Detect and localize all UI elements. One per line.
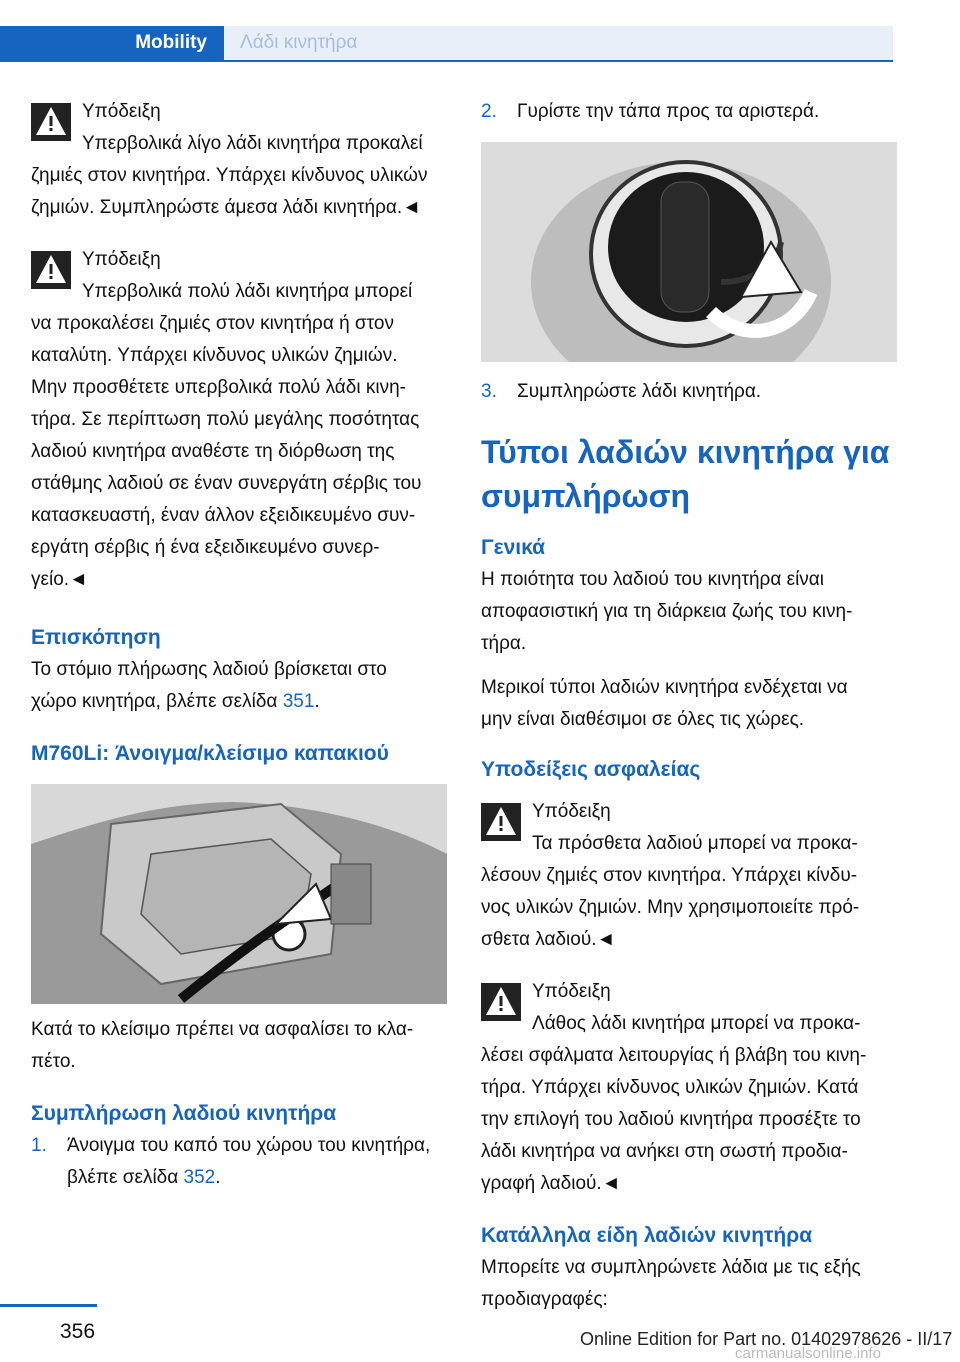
general-text-1: Η ποιότητα του λαδιού του κινητήρα είναι αποφασιστική για τη διάρκεια ζωής του κινη‐ τήρα.	[481, 569, 853, 654]
footer-rule	[0, 1304, 97, 1307]
warning-icon	[481, 983, 521, 1021]
edition-note: Online Edition for Part no. 01402978626 - II/17	[580, 1329, 953, 1349]
warning-text: Λάθος λάδι κινητήρα μπορεί να προκα‐ λέσει σφάλματα λειτουργίας ή βλάβη του κινη‐ τήρα. Υπάρχει κίνδυνος υλικών ζημιών. Κατά την επιλογή του λαδιού κινητήρα προσέξτε το λάδι κινητήρα να ανήκει στη σωστή προδια‐ γραφή λαδιού.◄	[481, 1013, 867, 1194]
warning-box	[31, 96, 451, 224]
general-text-2: Μερικοί τύποι λαδιών κινητήρα ενδέχεται να μην είναι διαθέσιμοι σε όλες τις χώρες.	[481, 677, 848, 730]
oil-cap-photo	[481, 142, 897, 362]
left-column	[31, 96, 451, 1194]
page-link[interactable]: 352	[183, 1167, 216, 1188]
watermark: carmanualsonline.info	[735, 1345, 881, 1362]
warning-box	[481, 796, 898, 956]
page-number: 356	[60, 1320, 96, 1343]
tab-engine-oil[interactable]: Λάδι κινητήρα	[224, 26, 893, 61]
list-item: 1. Άνοιγμα του καπό του χώρου του κινητήρα, βλέπε σελίδα 352.	[31, 1135, 431, 1188]
page-link[interactable]: 351	[282, 691, 315, 712]
warning-heading: Υπόδειξη	[82, 101, 161, 122]
warning-text: Υπερβολικά λίγο λάδι κινητήρα προκαλεί ζημιές στον κινητήρα. Υπάρχει κίνδυνος υλικών ζημιών. Συμπληρώστε άμεσα λάδι κινητήρα.◄	[31, 133, 428, 218]
suitable-text: Μπορείτε να συμπληρώνετε λάδια με τις εξής προδιαγραφές:	[481, 1257, 861, 1310]
warning-icon	[481, 803, 521, 841]
section-heading-suitable: Κατάλληλα είδη λαδιών κινητήρα	[481, 1224, 813, 1247]
section-heading-m760li: M760Li: Άνοιγμα/κλείσιμο καπακιού	[31, 742, 389, 765]
section-heading-general: Γενικά	[481, 536, 546, 559]
section-title: Τύποι λαδιών κινητήρα για συμπλήρωση	[481, 434, 890, 514]
warning-box	[31, 244, 451, 596]
list-item: 3. Συμπληρώστε λάδι κινητήρα.	[481, 381, 762, 402]
warning-icon	[31, 103, 71, 141]
list-item: 2. Γυρίστε την τάπα προς τα αριστερά.	[481, 101, 820, 122]
engine-bay-photo	[31, 784, 447, 1004]
warning-heading: Υπόδειξη	[532, 981, 611, 1002]
tab-mobility[interactable]: Mobility	[0, 26, 224, 61]
warning-icon	[31, 251, 71, 289]
tab-underline	[0, 60, 893, 62]
section-heading-safety: Υποδείξεις ασφαλείας	[481, 758, 701, 781]
section-heading-fill: Συμπλήρωση λαδιού κινητήρα	[31, 1102, 337, 1125]
warning-heading: Υπόδειξη	[532, 801, 611, 822]
photo-caption: Κατά το κλείσιμο πρέπει να ασφαλίσει το κλα‐ πέτο.	[31, 1019, 414, 1072]
warning-heading: Υπόδειξη	[82, 249, 161, 270]
overview-text: Το στόμιο πλήρωσης λαδιού βρίσκεται στο χώρο κινητήρα, βλέπε σελίδα 351.	[31, 659, 387, 712]
warning-text: Τα πρόσθετα λαδιού μπορεί να προκα‐ λέσουν ζημιές στον κινητήρα. Υπάρχει κίνδυ‐ νος υλικών ζημιών. Μην χρησιμοποιείτε πρό‐ σθετα λαδιού.◄	[481, 833, 860, 950]
section-heading-overview: Επισκόπηση	[31, 626, 161, 649]
warning-text: Υπερβολικά πολύ λάδι κινητήρα μπορεί να προκαλέσει ζημιές στον κινητήρα ή στον καταλύτη. Υπάρχει κίνδυνος υλικών ζημιών. Μην προσθέτετε υπερβολικά πολύ λάδι κινη‐ τήρα. Σε περίπτωση πολύ μεγάλης ποσότητας λαδιού κινητήρα αναθέστε τη διόρθωση της στάθμης λαδιού σε έναν συνεργάτη σέρβις του κατασκευαστή, έναν άλλον εξειδικευμένο συν‐ εργάτη σέρβις ή ένα εξειδικευμένο συνερ‐ γείο.◄	[31, 281, 422, 590]
warning-box	[481, 976, 898, 1200]
right-column	[481, 96, 898, 1328]
header-tabs	[0, 26, 893, 61]
